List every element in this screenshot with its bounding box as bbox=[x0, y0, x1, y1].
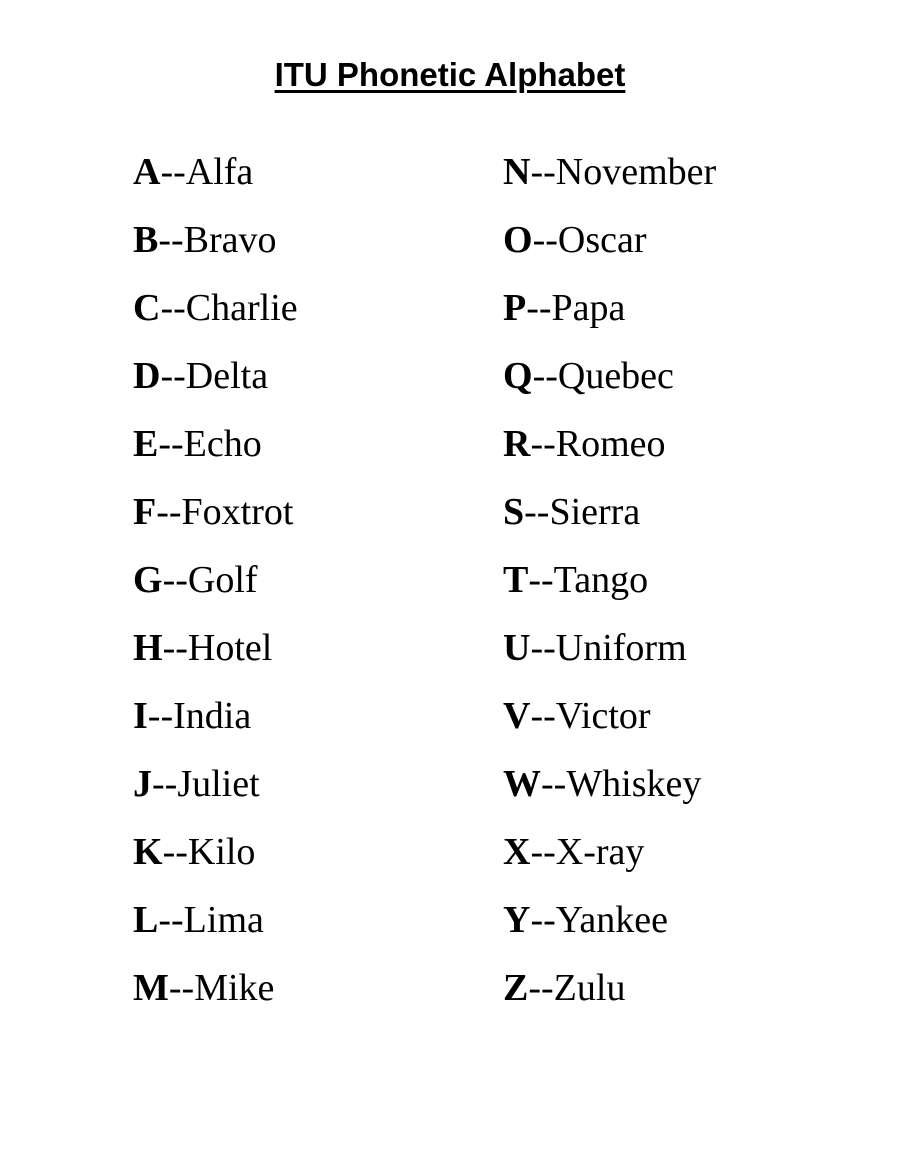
entry-separator: -- bbox=[147, 695, 174, 737]
entry-separator: -- bbox=[526, 287, 552, 329]
entry-separator: -- bbox=[160, 287, 186, 329]
phonetic-entry-f bbox=[133, 486, 298, 554]
entry-code-word: Whiskey bbox=[566, 763, 702, 805]
entry-letter: I bbox=[133, 695, 148, 737]
entry-letter: X bbox=[503, 831, 531, 873]
entry-separator: -- bbox=[162, 559, 188, 601]
entry-separator: -- bbox=[160, 151, 186, 193]
phonetic-entry-l bbox=[133, 894, 298, 962]
entry-code-word: Sierra bbox=[549, 491, 641, 533]
entry-separator: -- bbox=[528, 559, 554, 601]
entry-letter: N bbox=[503, 151, 531, 193]
entry-letter: C bbox=[133, 287, 161, 329]
entry-code-word: Foxtrot bbox=[181, 491, 294, 533]
entry-code-word: Yankee bbox=[555, 899, 669, 941]
entry-separator: -- bbox=[541, 763, 567, 805]
entry-code-word: Oscar bbox=[557, 219, 647, 261]
entry-separator: -- bbox=[530, 831, 556, 873]
phonetic-entry-g bbox=[133, 554, 298, 622]
entry-code-word: Delta bbox=[185, 355, 269, 397]
document-title bbox=[0, 52, 900, 98]
entry-separator: -- bbox=[532, 355, 558, 397]
entry-code-word: India bbox=[173, 695, 252, 737]
entry-letter: F bbox=[133, 491, 157, 533]
phonetic-entry-r bbox=[503, 418, 716, 486]
entry-letter: U bbox=[503, 627, 531, 669]
phonetic-entry-s bbox=[503, 486, 716, 554]
document-title-text: ITU Phonetic Alphabet bbox=[274, 56, 626, 93]
phonetic-entry-j bbox=[133, 758, 298, 826]
entry-separator: -- bbox=[162, 831, 188, 873]
entry-letter: Q bbox=[503, 355, 533, 397]
entry-letter: K bbox=[133, 831, 163, 873]
phonetic-entry-c bbox=[133, 282, 298, 350]
entry-code-word: Juliet bbox=[177, 763, 260, 805]
phonetic-entry-w bbox=[503, 758, 716, 826]
entry-separator: -- bbox=[530, 899, 556, 941]
entry-letter: P bbox=[503, 287, 527, 329]
phonetic-entry-q bbox=[503, 350, 716, 418]
entry-code-word: Romeo bbox=[555, 423, 666, 465]
entry-code-word: Echo bbox=[183, 423, 262, 465]
left-column-list bbox=[133, 146, 298, 1030]
phonetic-entry-t bbox=[503, 554, 716, 622]
entry-separator: -- bbox=[156, 491, 182, 533]
entry-code-word: Uniform bbox=[555, 627, 687, 669]
entry-code-word: Hotel bbox=[187, 627, 273, 669]
entry-code-word: Kilo bbox=[187, 831, 256, 873]
entry-code-word: Papa bbox=[551, 287, 626, 329]
entry-code-word: Zulu bbox=[553, 967, 626, 1009]
entry-letter: A bbox=[133, 151, 161, 193]
entry-separator: -- bbox=[532, 219, 558, 261]
entry-letter: E bbox=[133, 423, 159, 465]
phonetic-entry-p bbox=[503, 282, 716, 350]
phonetic-entry-o bbox=[503, 214, 716, 282]
entry-code-word: X-ray bbox=[555, 831, 645, 873]
phonetic-entry-n bbox=[503, 146, 716, 214]
entry-code-word: Lima bbox=[183, 899, 264, 941]
entry-letter: R bbox=[503, 423, 531, 465]
entry-code-word: Alfa bbox=[185, 151, 254, 193]
entry-letter: G bbox=[133, 559, 163, 601]
entry-separator: -- bbox=[158, 219, 184, 261]
entry-letter: B bbox=[133, 219, 159, 261]
entry-separator: -- bbox=[162, 627, 188, 669]
entry-letter: L bbox=[133, 899, 159, 941]
entry-letter: T bbox=[503, 559, 529, 601]
entry-separator: -- bbox=[528, 967, 554, 1009]
entry-separator: -- bbox=[158, 423, 184, 465]
entry-code-word: Quebec bbox=[557, 355, 674, 397]
entry-code-word: Tango bbox=[553, 559, 649, 601]
phonetic-entry-z bbox=[503, 962, 716, 1030]
entry-separator: -- bbox=[530, 695, 556, 737]
phonetic-entry-b bbox=[133, 214, 298, 282]
phonetic-entry-y bbox=[503, 894, 716, 962]
phonetic-entry-h bbox=[133, 622, 298, 690]
entry-separator: -- bbox=[524, 491, 550, 533]
entry-code-word: Golf bbox=[187, 559, 258, 601]
entry-letter: O bbox=[503, 219, 533, 261]
entry-separator: -- bbox=[152, 763, 178, 805]
entry-letter: Z bbox=[503, 967, 529, 1009]
entry-separator: -- bbox=[168, 967, 195, 1009]
phonetic-entry-m bbox=[133, 962, 298, 1030]
entry-code-word: Mike bbox=[194, 967, 275, 1009]
entry-letter: D bbox=[133, 355, 161, 397]
phonetic-entry-d bbox=[133, 350, 298, 418]
entry-code-word: Charlie bbox=[185, 287, 298, 329]
entry-letter: V bbox=[503, 695, 531, 737]
entry-separator: -- bbox=[530, 627, 556, 669]
entry-separator: -- bbox=[530, 423, 556, 465]
entry-separator: -- bbox=[160, 355, 186, 397]
entry-letter: J bbox=[133, 763, 152, 805]
phonetic-entry-e bbox=[133, 418, 298, 486]
entry-letter: H bbox=[133, 627, 163, 669]
entry-separator: -- bbox=[158, 899, 184, 941]
phonetic-entry-a bbox=[133, 146, 298, 214]
phonetic-entry-v bbox=[503, 690, 716, 758]
entry-code-word: November bbox=[555, 151, 717, 193]
phonetic-entry-k bbox=[133, 826, 298, 894]
right-column-list bbox=[503, 146, 716, 1030]
entry-code-word: Bravo bbox=[183, 219, 277, 261]
entry-code-word: Victor bbox=[555, 695, 651, 737]
phonetic-entry-u bbox=[503, 622, 716, 690]
phonetic-entry-i bbox=[133, 690, 298, 758]
entry-letter: Y bbox=[503, 899, 531, 941]
entry-letter: W bbox=[503, 763, 541, 805]
entry-letter: S bbox=[503, 491, 525, 533]
entry-letter: M bbox=[133, 967, 169, 1009]
phonetic-entry-x bbox=[503, 826, 716, 894]
entry-separator: -- bbox=[530, 151, 556, 193]
